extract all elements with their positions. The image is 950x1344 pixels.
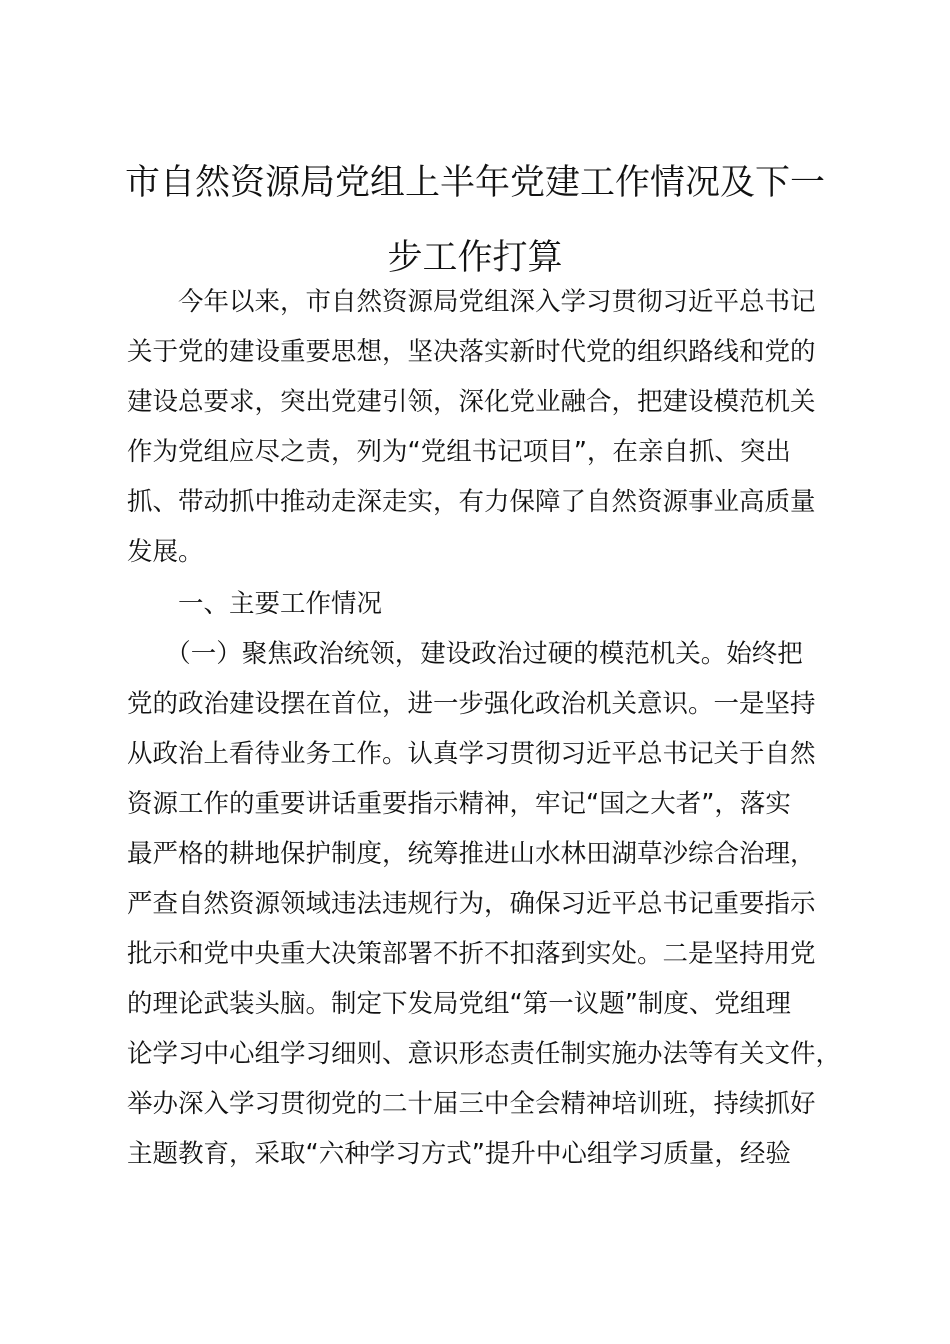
body-line: （一）聚焦政治统领，建设政治过硬的模范机关。始终把 (127, 639, 803, 669)
body-line: 建设总要求，突出党建引领，深化党业融合，把建设模范机关 (127, 387, 816, 417)
body-line: 资源工作的重要讲话重要指示精神，牢记“国之大者”，落实 (127, 789, 791, 819)
body-line: 主题教育，采取“六种学习方式”提升中心组学习质量，经验 (127, 1139, 791, 1169)
body-line: 论学习中心组学习细则、意识形态责任制实施办法等有关文件， (127, 1039, 842, 1069)
body-line: 批示和党中央重大决策部署不折不扣落到实处。二是坚持用党 (127, 939, 816, 969)
body-line: 关于党的建设重要思想，坚决落实新时代党的组织路线和党的 (127, 337, 816, 367)
body-line: 抓、带动抓中推动走深走实，有力保障了自然资源事业高质量 (127, 487, 816, 517)
body-line: 从政治上看待业务工作。认真学习贯彻习近平总书记关于自然 (127, 739, 816, 769)
body-line: 党的政治建设摆在首位，进一步强化政治机关意识。一是坚持 (127, 689, 816, 719)
body-line: 的理论武装头脑。制定下发局党组“第一议题”制度、党组理 (127, 989, 791, 1019)
body-line: 作为党组应尽之责，列为“党组书记项目”，在亲自抓、突出 (127, 437, 791, 467)
body-line: 举办深入学习贯彻党的二十届三中全会精神培训班，持续抓好 (127, 1089, 816, 1119)
body-line: 最严格的耕地保护制度，统筹推进山水林田湖草沙综合治理， (127, 839, 816, 869)
section-heading: 一、主要工作情况 (127, 589, 383, 619)
body-line: 今年以来，市自然资源局党组深入学习贯彻习近平总书记 (127, 287, 816, 317)
document-title-line-1: 市自然资源局党组上半年党建工作情况及下一 (124, 163, 825, 203)
body-line: 发展。 (127, 537, 204, 567)
body-line: 严查自然资源领域违法违规行为，确保习近平总书记重要指示 (127, 889, 816, 919)
document-title-line-2: 步工作打算 (387, 238, 563, 278)
